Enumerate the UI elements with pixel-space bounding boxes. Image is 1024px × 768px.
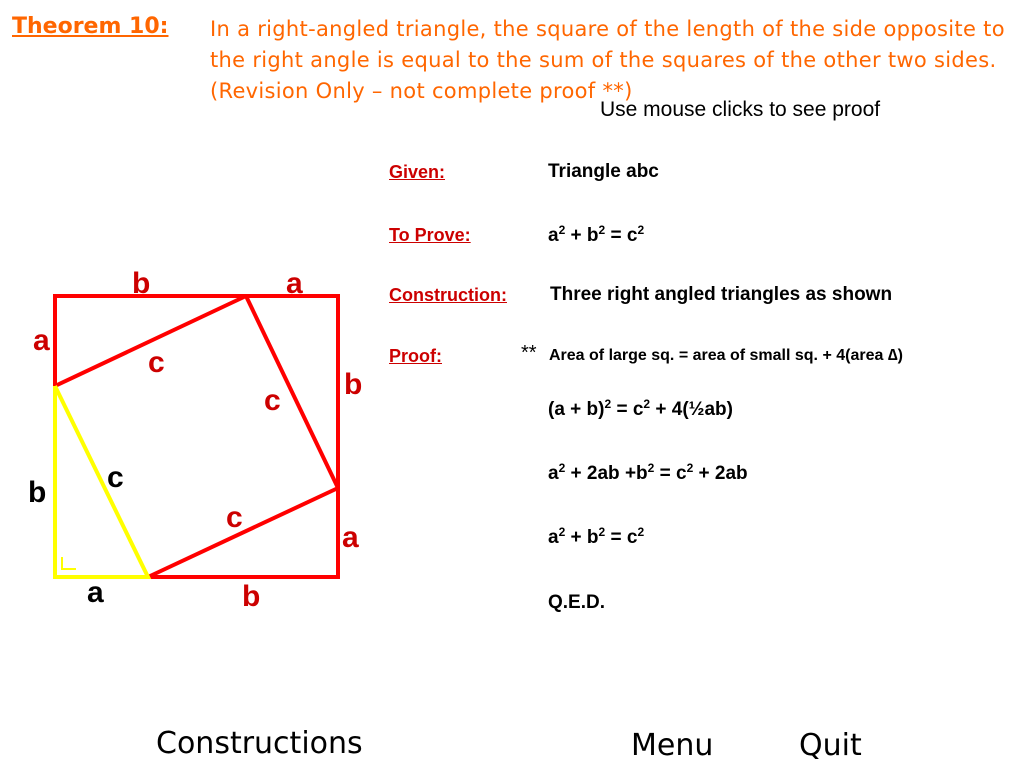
label-top-a: a: [286, 267, 303, 300]
to-prove-label: To Prove:: [389, 225, 471, 245]
hypotenuse-top-right: [246, 296, 338, 488]
label-top-b: b: [132, 267, 151, 300]
label-c-top: c: [148, 346, 165, 379]
label-c-yellow: c: [107, 461, 124, 494]
outer-square: [55, 296, 338, 577]
label-bottom-a: a: [87, 576, 104, 609]
label-right-b: b: [344, 368, 363, 401]
quit-link[interactable]: Quit: [799, 728, 862, 763]
constructions-link[interactable]: Constructions: [156, 726, 363, 761]
proof-step-3: $a^2 + 2ab +b^2 = c^2 + 2ab$: [548, 461, 748, 484]
label-left-b: b: [28, 476, 47, 509]
given-value: Triangle abc: [548, 161, 659, 182]
proof-step-2: $(a + b)^2 = c^2$ + 4(½ab): [548, 397, 733, 420]
right-angle-marker: [62, 557, 76, 569]
highlight-triangle: [55, 386, 148, 577]
menu-link[interactable]: Menu: [631, 728, 714, 763]
proof-step-qed: Q.E.D.: [548, 592, 606, 613]
theorem-statement: In a right-angled triangle, the square of the length of the side opposite to the right angle is equal to the sum of the squares of the other two sides. (Revision Only – not complete proof **): [210, 17, 1005, 103]
mouse-click-hint: Use mouse clicks to see proof: [600, 98, 881, 121]
construction-value: Three right angled triangles as shown: [550, 284, 893, 305]
theorem-label: Theorem 10:: [12, 14, 169, 39]
pythagoras-diagram: [0, 255, 380, 615]
proof-step-1: Area of large sq. = area of small sq. + 4(area ∆): [549, 347, 903, 364]
label-c-right: c: [264, 384, 281, 417]
label-c-bottom: c: [226, 501, 243, 534]
given-label: Given:: [389, 162, 446, 182]
label-right-a: a: [342, 521, 359, 554]
label-left-a: a: [33, 324, 50, 357]
label-bottom-b: b: [242, 580, 261, 613]
proof-step-4: $a^2 + b^2 = c^2$: [548, 525, 645, 548]
to-prove-equation: $a^2 + b^2 = c^2$: [548, 223, 645, 246]
proof-label: Proof:: [389, 346, 442, 366]
proof-stars: **: [521, 342, 537, 364]
hypotenuse-bottom-right: [148, 488, 338, 577]
construction-label: Construction:: [389, 285, 507, 305]
